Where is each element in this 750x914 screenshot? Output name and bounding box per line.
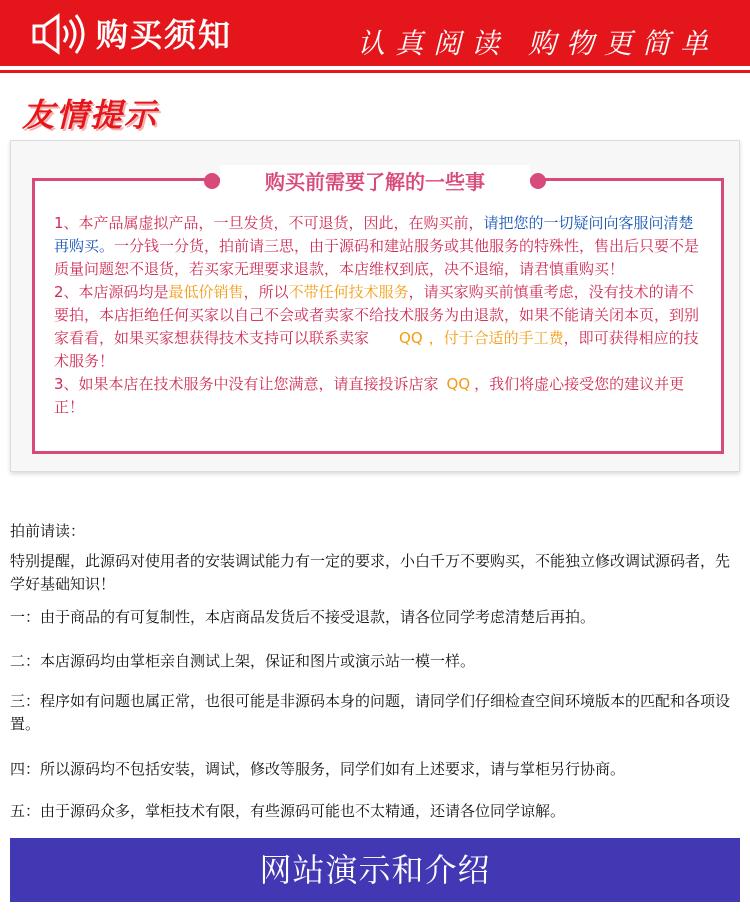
read-before-line: 特别提醒，此源码对使用者的安装调试能力有一定的要求，小白千万不要购买，不能独立修改调试源码者，先学好基础知识！	[10, 552, 731, 593]
notice-item: 2、本店源码均是最低价销售，所以不带任何技术服务，请买家购买前慎重考虑，没有技术的请不要拍，本店拒绝任何买家以自己不会或者卖家不给技术服务为由退款，如果不能请关闭本页，到别家看看，如果买家想获得技术支持可以联系卖家 QQ ，付于合适的手工费，即可获得相应的技术服务！	[54, 283, 700, 370]
header-title: 购买须知	[96, 16, 233, 54]
notice-highlight: ，付于合适的手工费	[428, 329, 564, 347]
demo-button[interactable]: 网站演示和介绍	[10, 838, 740, 902]
notice-highlight: 不带任何技术服务	[288, 283, 409, 301]
header-slogan: 认真阅读 购物更简单	[357, 27, 718, 60]
notice-title: 购买前需要了解的一些事	[220, 165, 530, 199]
read-before-line: 二：本店源码均由掌柜亲自测试上架，保证和图片或演示站一模一样。	[10, 652, 476, 670]
notice-item: 1、本产品属虚拟产品，一旦发货，不可退货，因此，在购买前，请把您的一切疑问向客服问清楚再购买。一分钱一分货，拍前请三思，由于源码和建站服务或其他服务的特殊性，售出后只要不是质量问题恕不退货，若买家无理要求退款，本店维权到底，决不退缩，请君慎重购买！	[54, 214, 700, 278]
read-before-line: 五：由于源码众多，掌柜技术有限，有些源码可能也不太精通，还请各位同学谅解。	[10, 802, 566, 820]
notice-list	[54, 212, 702, 419]
header-banner	[0, 0, 750, 66]
notice-dot-left	[204, 173, 220, 189]
read-before-line: 四：所以源码均不包括安装，调试，修改等服务，同学们如有上述要求，请与掌柜另行协商。	[10, 760, 626, 778]
notice-dot-right	[530, 173, 546, 189]
read-before-title: 拍前请读：	[10, 522, 86, 540]
header-divider	[0, 70, 750, 73]
notice-highlight: 最低价销售	[168, 283, 244, 301]
qq-contact: QQ	[446, 375, 471, 393]
notice-highlight: 请把您的一切疑问向客服问清楚再购买。	[54, 214, 694, 255]
qq-contact: QQ	[399, 329, 423, 347]
read-before-line: 三：程序如有问题也属正常，也很可能是非源码本身的问题，请同学们仔细检查空间环境版本的匹配和各项设置。	[10, 692, 731, 733]
speaker-icon	[30, 12, 90, 56]
read-before-line: 一：由于商品的有可复制性，本店商品发货后不接受退款，请各位同学考虑清楚后再拍。	[10, 608, 596, 626]
notice-item: 3、如果本店在技术服务中没有让您满意，请直接投诉店家 QQ ，我们将虚心接受您的建议并更正！	[54, 375, 685, 416]
tip-heading: 友情提示	[22, 96, 159, 134]
